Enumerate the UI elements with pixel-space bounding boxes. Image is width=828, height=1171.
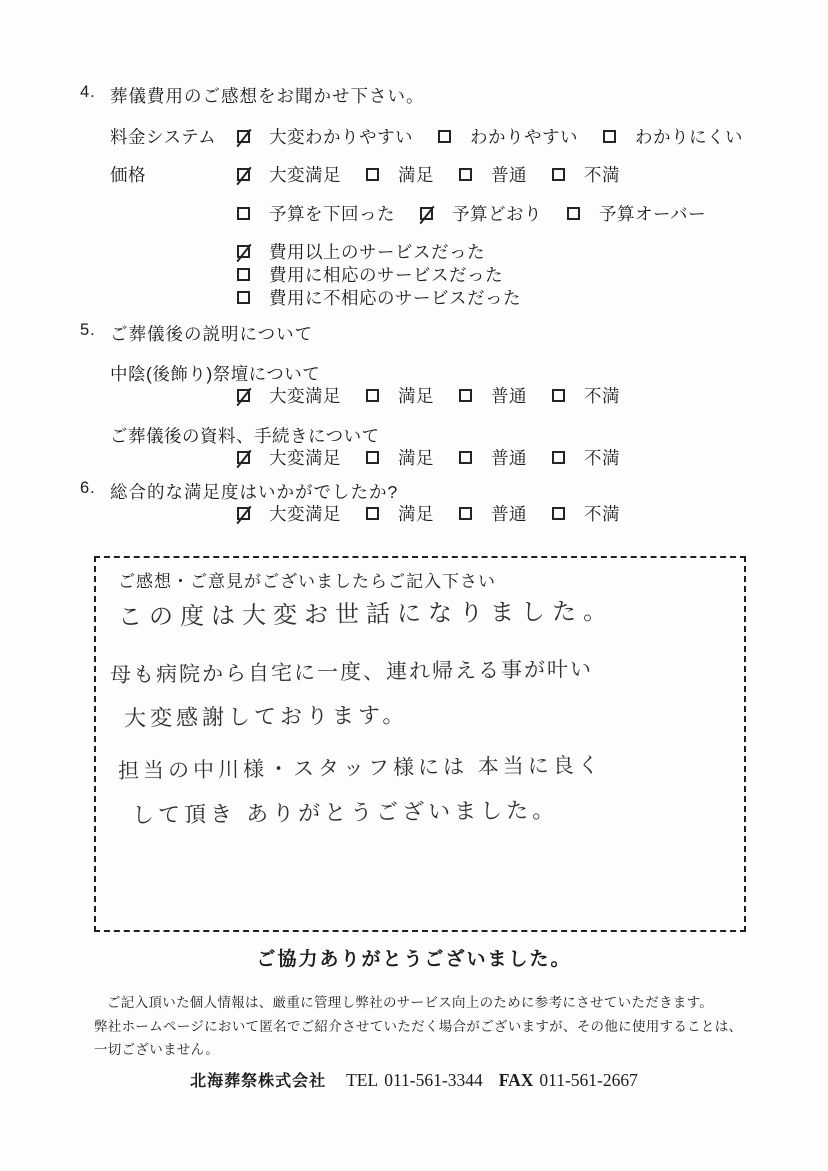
question-number: 6. xyxy=(80,479,96,497)
privacy-note xyxy=(94,991,754,1062)
checkbox[interactable] xyxy=(552,451,565,464)
paperwork-options-row xyxy=(237,445,645,470)
checkbox[interactable] xyxy=(459,389,472,402)
option-label: 不満 xyxy=(584,386,620,406)
altar-options-row xyxy=(237,383,645,408)
checkbox[interactable] xyxy=(459,451,472,464)
privacy-line: 一切ございません。 xyxy=(94,1042,220,1057)
checkbox[interactable] xyxy=(366,168,379,181)
checkbox[interactable] xyxy=(438,130,451,143)
handwriting-line: 母も病院から自宅に一度、連れ帰える事が叶い xyxy=(109,658,594,687)
checkbox[interactable] xyxy=(420,207,433,220)
question-title: 総合的な満足度はいかがでしたか? xyxy=(110,482,399,502)
survey-option xyxy=(366,383,434,408)
fee-system-row xyxy=(110,124,768,149)
fax-number: 011-561-2667 xyxy=(539,1070,638,1090)
option-label: 満足 xyxy=(398,448,434,468)
checkbox[interactable] xyxy=(552,168,565,181)
survey-option xyxy=(459,501,527,526)
comment-box[interactable] xyxy=(94,556,746,932)
option-label: 予算どおり xyxy=(452,204,542,224)
survey-option xyxy=(438,124,578,149)
survey-option xyxy=(459,445,527,470)
checkbox[interactable] xyxy=(459,507,472,520)
row-label: 価格 xyxy=(110,165,146,185)
paperwork-sub-label: ご葬儀後の資料、手続きについて xyxy=(110,426,380,446)
checkbox[interactable] xyxy=(552,507,565,520)
option-label: 満足 xyxy=(398,386,434,406)
checkbox[interactable] xyxy=(459,168,472,181)
checkbox[interactable] xyxy=(237,168,250,181)
question-5-heading xyxy=(80,321,313,346)
checkbox[interactable] xyxy=(366,507,379,520)
overall-options-row xyxy=(237,501,645,526)
survey-option xyxy=(366,445,434,470)
handwriting-line: 担当の中川様・スタッフ様には 本当に良く xyxy=(117,754,603,783)
question-title: ご葬儀後の説明について xyxy=(110,324,314,344)
option-label: 満足 xyxy=(398,504,434,524)
survey-option xyxy=(459,162,527,187)
option-label: 費用に不相応のサービスだった xyxy=(269,288,521,308)
option-label: 普通 xyxy=(491,448,527,468)
fax-group xyxy=(499,1070,638,1091)
thanks-message: ご協力ありがとうございました。 xyxy=(256,949,572,970)
question-4-heading xyxy=(80,83,425,108)
option-label: 不満 xyxy=(584,448,620,468)
row-label: 料金システム xyxy=(110,127,217,147)
survey-option xyxy=(237,445,341,470)
checkbox[interactable] xyxy=(237,130,250,143)
tel-label: TEL xyxy=(346,1070,379,1090)
option-label: 不満 xyxy=(584,165,620,185)
privacy-line: ご記入頂いた個人情報は、厳重に管理し弊社のサービス向上のために参考にさせていただきます。 xyxy=(107,995,714,1010)
company-footer xyxy=(0,1068,828,1091)
option-label: 予算オーバー xyxy=(599,204,707,224)
survey-option xyxy=(552,501,620,526)
survey-option xyxy=(237,162,341,187)
option-label: 普通 xyxy=(491,386,527,406)
option-label: 費用に相応のサービスだった xyxy=(269,265,503,285)
checkbox[interactable] xyxy=(237,507,250,520)
checkbox[interactable] xyxy=(603,130,616,143)
option-label: 普通 xyxy=(491,504,527,524)
checkbox[interactable] xyxy=(366,451,379,464)
survey-option xyxy=(237,240,521,263)
question-title: 葬儀費用のご感想をお聞かせ下さい。 xyxy=(110,86,425,106)
option-label: わかりにくい xyxy=(635,127,743,147)
tel-group xyxy=(346,1070,483,1091)
altar-sub-label: 中陰(後飾り)祭壇について xyxy=(110,364,321,384)
option-label: わかりやすい xyxy=(470,127,578,147)
checkbox[interactable] xyxy=(552,389,565,402)
tel-number: 011-561-3344 xyxy=(384,1070,483,1090)
company-name: 北海葬祭株式会社 xyxy=(190,1073,327,1090)
survey-option xyxy=(237,501,341,526)
handwriting-line: して頂き ありがとうございました。 xyxy=(131,797,559,828)
checkbox[interactable] xyxy=(237,389,250,402)
survey-option xyxy=(552,162,620,187)
survey-option xyxy=(237,263,521,286)
option-label: 予算を下回った xyxy=(269,204,395,224)
survey-option xyxy=(237,383,341,408)
survey-option xyxy=(603,124,743,149)
checkbox[interactable] xyxy=(237,268,250,281)
service-value-options xyxy=(237,240,521,309)
survey-option xyxy=(366,162,434,187)
survey-option xyxy=(552,445,620,470)
price-row xyxy=(110,162,645,187)
survey-option xyxy=(237,286,521,309)
question-number: 4. xyxy=(80,83,96,101)
handwriting-line: 大変感謝しております。 xyxy=(123,702,409,731)
comment-box-label: ご感想・ご意見がございましたらご記入下さい xyxy=(118,572,496,591)
option-label: 大変満足 xyxy=(269,448,341,468)
checkbox[interactable] xyxy=(237,451,250,464)
checkbox[interactable] xyxy=(237,207,250,220)
option-label: 不満 xyxy=(584,504,620,524)
survey-option xyxy=(552,383,620,408)
survey-option xyxy=(237,201,395,226)
option-label: 大変満足 xyxy=(269,504,341,524)
checkbox[interactable] xyxy=(366,389,379,402)
survey-option xyxy=(459,383,527,408)
option-label: 普通 xyxy=(491,165,527,185)
option-label: 満足 xyxy=(398,165,434,185)
survey-option xyxy=(237,124,413,149)
budget-row xyxy=(110,201,731,226)
option-label: 大変満足 xyxy=(269,165,341,185)
handwriting-line: この度は大変お世話になりました。 xyxy=(117,597,615,632)
option-label: 大変満足 xyxy=(269,386,341,406)
privacy-line: 弊社ホームページにおいて匿名でご紹介させていただく場合がございますが、その他に使用することは、 xyxy=(94,1018,743,1034)
checkbox[interactable] xyxy=(567,207,580,220)
checkbox[interactable] xyxy=(237,291,250,304)
survey-option xyxy=(420,201,542,226)
survey-option xyxy=(567,201,706,226)
fax-label: FAX xyxy=(498,1070,534,1090)
option-label: 費用以上のサービスだった xyxy=(269,242,485,262)
option-label: 大変わかりやすい xyxy=(269,127,413,147)
checkbox[interactable] xyxy=(237,245,250,258)
question-number: 5. xyxy=(80,321,96,339)
survey-option xyxy=(366,501,434,526)
